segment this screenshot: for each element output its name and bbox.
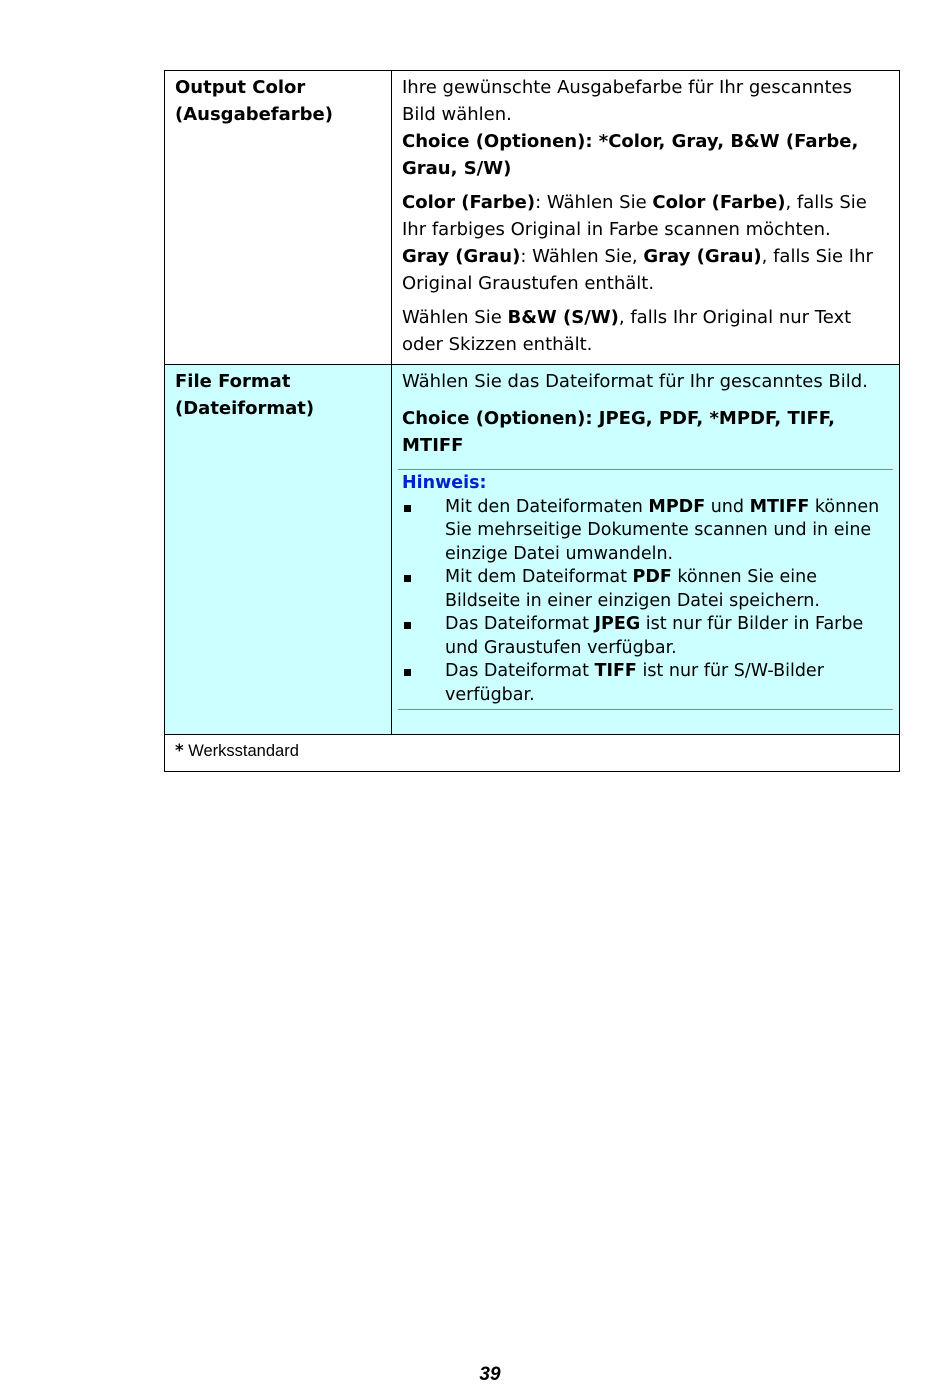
table-row-footer (165, 735, 900, 772)
note-format-term: PDF (632, 567, 672, 587)
square-bullet-icon (404, 669, 411, 676)
label-cell-file-format (165, 365, 392, 735)
gray-text2: , falls Sie Ihr Original Graustufen enthält. (402, 246, 873, 294)
note-format-term: TIFF (594, 661, 637, 681)
note-title: Hinweis: (402, 473, 487, 493)
table-row-file-format (165, 365, 900, 735)
output-color-bw-desc (402, 304, 891, 358)
note-format-term: MPDF (648, 496, 706, 517)
label-cell-output-color (165, 71, 392, 365)
label-output-color-de: (Ausgabefarbe) (175, 104, 333, 125)
settings-table (164, 70, 900, 772)
color-term2: Color (Farbe) (652, 192, 786, 213)
footer-text: Werksstandard (183, 742, 299, 760)
note-text: können Sie mehrseitige Dokumente scannen und in eine einzige Datei umwandeln. (445, 496, 880, 564)
content-cell-file-format (392, 365, 900, 735)
color-text2: , falls Sie Ihr farbiges Original in Farbe scannen möchten. (402, 192, 867, 240)
output-color-choice: Choice (Optionen): *Color, Gray, B&W (Farbe, Grau, S/W) (402, 131, 859, 179)
content-cell-output-color (392, 71, 900, 365)
note-item (402, 496, 891, 567)
table-row-output-color (165, 71, 900, 365)
note-text: können Sie eine Bildseite in einer einzigen Datei speichern. (445, 567, 820, 611)
footer-note (165, 735, 900, 772)
note-text: ist nur für S/W-Bilder verfügbar. (445, 661, 824, 705)
note-text: und (705, 496, 750, 517)
gray-text1: : Wählen Sie, (520, 246, 644, 267)
square-bullet-icon (404, 622, 411, 629)
note-format-term: MTIFF (749, 496, 810, 517)
note-text: Das Dateiformat (445, 614, 595, 634)
color-term: Color (Farbe) (402, 192, 536, 213)
bw-text1: Wählen Sie (402, 307, 508, 328)
output-color-intro: Ihre gewünschte Ausgabefarbe für Ihr gescanntes Bild wählen. (402, 77, 852, 125)
bw-text2: , falls Ihr Original nur Text oder Skizzen enthält. (402, 307, 852, 355)
color-text1: : Wählen Sie (535, 192, 653, 213)
page-number: 39 (479, 1364, 501, 1385)
note-item (402, 566, 891, 613)
note-format-term: JPEG (594, 614, 641, 634)
gray-term: Gray (Grau) (402, 246, 521, 267)
note-text: Mit dem Dateiformat (445, 567, 633, 587)
note-item (402, 613, 891, 660)
bw-term: B&W (S/W) (507, 307, 619, 328)
output-color-color-desc (402, 189, 891, 243)
note-text: Mit den Dateiformaten (445, 496, 649, 517)
label-output-color-en: Output Color (175, 77, 306, 98)
note-box (398, 469, 893, 710)
note-text: Das Dateiformat (445, 661, 595, 681)
square-bullet-icon (404, 575, 411, 582)
label-file-format-en: File Format (175, 371, 291, 392)
label-file-format-de: (Dateiformat) (175, 398, 315, 419)
note-text: ist nur für Bilder in Farbe und Graustufen verfügbar. (445, 614, 864, 658)
default-marker: * (175, 741, 184, 760)
file-format-intro: Wählen Sie das Dateiformat für Ihr gescanntes Bild. (402, 371, 868, 392)
output-color-gray-desc (402, 243, 891, 297)
note-item (402, 660, 891, 707)
file-format-choice: Choice (Optionen): JPEG, PDF, *MPDF, TIFF, MTIFF (402, 408, 835, 456)
square-bullet-icon (404, 505, 411, 512)
gray-term2: Gray (Grau) (643, 246, 762, 267)
note-list (402, 496, 891, 708)
